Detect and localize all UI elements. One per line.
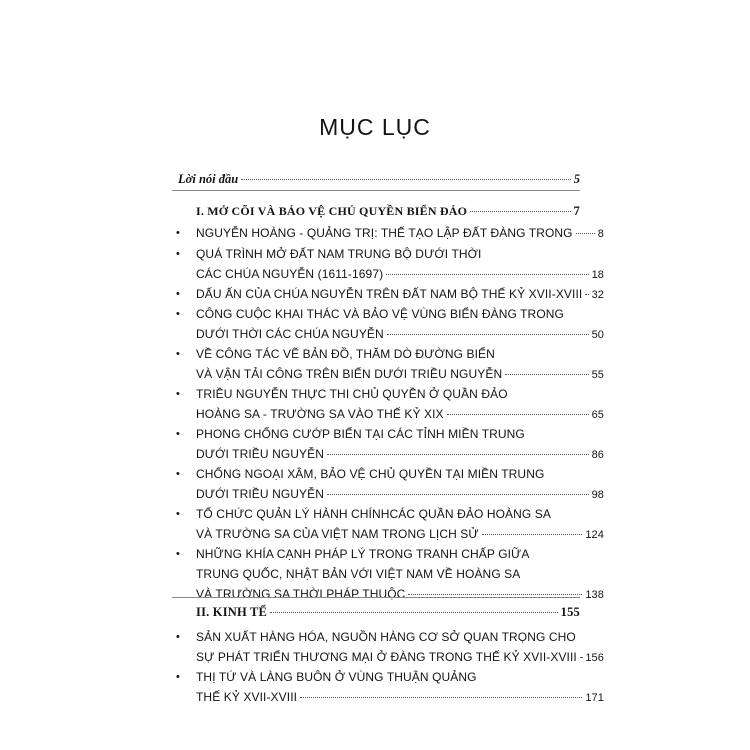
toc-entry[interactable] <box>172 667 604 707</box>
toc-entry-line <box>196 667 604 687</box>
dot-leader <box>580 657 582 658</box>
toc-entry[interactable] <box>172 464 604 504</box>
toc-entry[interactable] <box>172 544 604 604</box>
toc-entry-label: Lời nói đầu <box>178 172 239 186</box>
toc-entry-line <box>196 384 604 404</box>
toc-page-number: 124 <box>585 529 604 541</box>
dot-leader <box>241 179 571 180</box>
toc-entry-line <box>196 404 604 424</box>
toc-page-number: 98 <box>591 489 604 501</box>
toc-page-number: 65 <box>591 409 604 421</box>
toc-section-label: I. MỞ CÕI VÀ BẢO VỆ CHỦ QUYỀN BIỂN ĐẢO <box>196 204 468 218</box>
toc-entry[interactable] <box>172 244 604 284</box>
toc-entry-label: PHONG CHỐNG CƯỚP BIỂN TẠI CÁC TỈNH MIỀN TRUNG <box>196 427 525 441</box>
dot-leader <box>300 697 582 698</box>
toc-entry-line <box>196 284 604 304</box>
bullet-icon: • <box>176 288 180 300</box>
toc-entry-line <box>196 424 604 444</box>
toc-entry-label: TỔ CHỨC QUẢN LÝ HÀNH CHÍNHCÁC QUẦN ĐẢO HOÀNG SA <box>196 507 551 521</box>
toc-section-label: II. KINH TẾ <box>196 605 268 619</box>
bullet-icon: • <box>176 227 180 239</box>
toc-page-number: 138 <box>585 589 604 601</box>
divider <box>172 597 580 598</box>
toc-page-number: 156 <box>585 652 604 664</box>
toc-entry-label: DẤU ẤN CỦA CHÚA NGUYỄN TRÊN ĐẤT NAM BỘ THẾ KỶ XVII-XVIII <box>196 287 583 301</box>
toc-section-1[interactable] <box>196 201 580 221</box>
toc-page-number: 155 <box>560 605 580 619</box>
toc-preface[interactable] <box>178 169 580 189</box>
toc-entry-line <box>196 444 604 464</box>
bullet-icon: • <box>176 308 180 320</box>
toc-entry-label: VÀ TRƯỜNG SA CỦA VIỆT NAM TRONG LỊCH SỬ <box>196 527 479 541</box>
toc-entry-label: CHỐNG NGOẠI XÂM, BẢO VỆ CHỦ QUYỀN TẠI MIỀN TRUNG <box>196 467 545 481</box>
dot-leader <box>447 414 589 415</box>
toc-entry-label: DƯỚI THỜI CÁC CHÚA NGUYỄN <box>196 327 384 341</box>
toc-entry[interactable] <box>172 284 604 304</box>
toc-entry-line <box>196 464 604 484</box>
page-title: MỤC LỤC <box>319 114 431 140</box>
dot-leader <box>505 374 588 375</box>
dot-leader <box>470 211 570 212</box>
toc-page-number: 8 <box>597 228 604 240</box>
toc-page-number: 50 <box>591 329 604 341</box>
toc-page-number: 18 <box>591 269 604 281</box>
toc-entry-line <box>196 264 604 284</box>
toc-entry[interactable] <box>172 304 604 344</box>
bullet-icon: • <box>176 631 180 643</box>
toc-entry-line <box>196 344 604 364</box>
bullet-icon: • <box>176 548 180 560</box>
toc-page-number: 5 <box>573 172 580 186</box>
toc-entry[interactable] <box>172 504 604 544</box>
dot-leader <box>576 233 595 234</box>
toc-entry-label: CÔNG CUỘC KHAI THÁC VÀ BẢO VỆ VÙNG BIỂN ĐÀNG TRONG <box>196 307 564 321</box>
toc-page-number: 86 <box>591 449 604 461</box>
toc-entry-label: SỰ PHÁT TRIỂN THƯƠNG MẠI Ở ĐÀNG TRONG THẾ KỶ XVII-XVIII <box>196 650 577 664</box>
toc-entry-line <box>196 687 604 707</box>
dot-leader <box>482 534 583 535</box>
toc-entry-line <box>196 304 604 324</box>
toc-page-number: 32 <box>591 289 604 301</box>
toc-entry-line <box>196 524 604 544</box>
toc-entry[interactable] <box>172 223 604 243</box>
toc-entry-line <box>196 647 604 667</box>
toc-entry-label: VỀ CÔNG TÁC VẼ BẢN ĐỒ, THĂM DÒ ĐƯỜNG BIỂN <box>196 347 495 361</box>
toc-entry-label: SẢN XUẤT HÀNG HÓA, NGUỒN HÀNG CƠ SỞ QUAN TRỌNG CHO <box>196 630 576 644</box>
toc-entry-line <box>196 504 604 524</box>
bullet-icon: • <box>176 508 180 520</box>
toc-page-number: 171 <box>585 692 604 704</box>
toc-entry-line <box>196 324 604 344</box>
toc-entry-label: DƯỚI TRIỀU NGUYỄN <box>196 447 325 461</box>
toc-entry-label: VÀ TRƯỜNG SA THỜI PHÁP THUỘC <box>196 587 406 601</box>
toc-entry-label: QUÁ TRÌNH MỞ ĐẤT NAM TRUNG BỘ DƯỚI THỜI <box>196 247 482 261</box>
dot-leader <box>386 274 588 275</box>
toc-entry-label: CÁC CHÚA NGUYỄN (1611-1697) <box>196 267 384 281</box>
toc-entry-line <box>196 244 604 264</box>
toc-entry-label: NHỮNG KHÍA CẠNH PHÁP LÝ TRONG TRANH CHẤP GIỮA <box>196 547 530 561</box>
toc-entry-line <box>196 484 604 504</box>
toc-entry-label: THẾ KỶ XVII-XVIII <box>196 690 298 704</box>
toc-entry[interactable] <box>172 344 604 384</box>
bullet-icon: • <box>176 428 180 440</box>
toc-entry[interactable] <box>172 384 604 424</box>
toc-entry-label: HOÀNG SA - TRƯỜNG SA VÀO THẾ KỶ XIX <box>196 407 444 421</box>
toc-entry[interactable] <box>172 424 604 464</box>
toc-entry-label: THỊ TỨ VÀ LÀNG BUÔN Ở VÙNG THUẬN QUẢNG <box>196 670 477 684</box>
toc-section-2[interactable] <box>196 602 580 622</box>
toc-entry-line <box>196 584 604 604</box>
divider <box>172 190 580 191</box>
toc-page-number: 55 <box>591 369 604 381</box>
dot-leader <box>327 494 589 495</box>
toc-entry-line <box>196 564 604 584</box>
bullet-icon: • <box>176 388 180 400</box>
toc-entry-line <box>196 364 604 384</box>
dot-leader <box>387 334 589 335</box>
toc-entry-label: TRIỀU NGUYỄN THỰC THI CHỦ QUYỀN Ở QUẦN ĐẢO <box>196 387 508 401</box>
bullet-icon: • <box>176 348 180 360</box>
dot-leader <box>327 454 589 455</box>
dot-leader <box>270 612 558 613</box>
bullet-icon: • <box>176 671 180 683</box>
toc-entry[interactable] <box>172 627 604 667</box>
toc-entry-label: DƯỚI TRIỀU NGUYỄN <box>196 487 325 501</box>
toc-entry-line <box>196 627 604 647</box>
toc-entry-line <box>196 544 604 564</box>
toc-entry-label: NGUYỄN HOÀNG - QUẢNG TRỊ: THẾ TẠO LẬP ĐẤT ĐÀNG TRONG <box>196 226 573 240</box>
toc-entry-label: VÀ VẬN TẢI CÔNG TRÊN BIỂN DƯỚI TRIỀU NGUYỄN <box>196 367 503 381</box>
bullet-icon: • <box>176 248 180 260</box>
toc-entry-label: TRUNG QUỐC, NHẬT BẢN VỚI VIỆT NAM VỀ HOÀNG SA <box>196 567 521 581</box>
bullet-icon: • <box>176 468 180 480</box>
dot-leader <box>408 594 582 595</box>
dot-leader <box>585 294 588 295</box>
toc-entry-line <box>196 223 604 243</box>
toc-page-number: 7 <box>573 204 580 218</box>
